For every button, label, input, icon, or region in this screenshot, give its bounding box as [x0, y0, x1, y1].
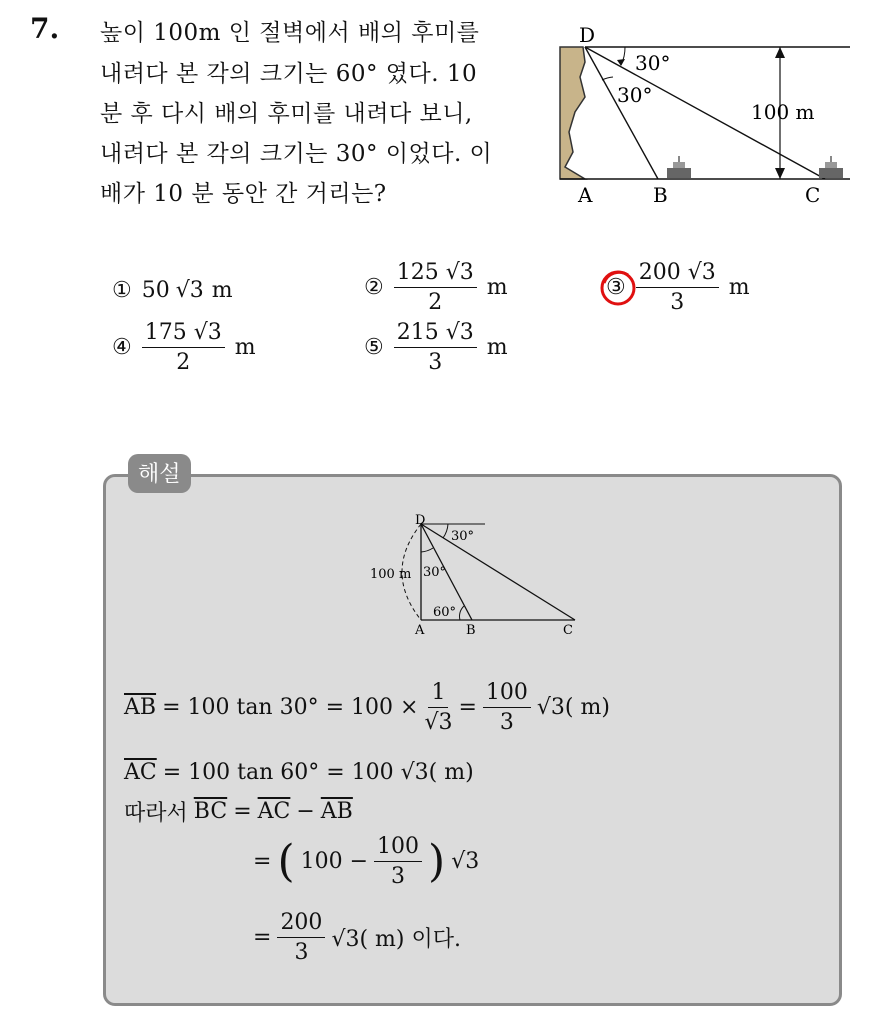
choice-1-coef: 50 [141, 278, 170, 303]
choice-1-radical: √3 [175, 278, 204, 303]
choice-3-coef: 200 [638, 260, 681, 285]
choice-5-denominator: 3 [428, 350, 443, 375]
sol-angle-mid: 30° [423, 565, 447, 580]
fraction-4-den: 3 [294, 940, 309, 965]
fraction-3-num: 100 [374, 834, 422, 862]
segment-ac: $\overline{AC}$ [124, 760, 157, 785]
choice-2-unit: m [486, 275, 508, 300]
left-paren: ( [277, 835, 295, 887]
sol-label-c: C [563, 623, 573, 638]
solution-line-3 [124, 796, 353, 827]
solution-line-1-tail: √3( m) [536, 695, 610, 720]
choice-5-coef: 215 [396, 320, 439, 345]
label-d: D [579, 23, 596, 47]
choice-2-denominator: 2 [428, 290, 443, 315]
question-line-4: 내려다 본 각의 크기는 30° 이었다. 이 [100, 141, 493, 167]
choice-4-denominator: 2 [176, 350, 191, 375]
label-a: A [578, 183, 593, 207]
fraction-3-den: 3 [391, 864, 406, 889]
choice-1-number: ① [112, 278, 132, 303]
fraction-4-num: 200 [277, 910, 325, 938]
question-line-1: 높이 100m 인 절벽에서 배의 후미를 [100, 20, 480, 46]
equals-sign: = [233, 799, 252, 824]
label-b: B [653, 183, 668, 207]
segment-ab-2: $\overline{AB}$ [320, 799, 353, 824]
segment-ac-2: $\overline{AC}$ [257, 799, 291, 824]
choice-4-unit: m [234, 335, 256, 360]
equals-sign: = [253, 925, 272, 950]
choice-2-fraction [394, 260, 477, 315]
solution-figure [365, 512, 595, 642]
choice-4-fraction [142, 320, 225, 375]
equals-sign: = [458, 695, 477, 720]
solution-line-2 [124, 760, 474, 785]
therefore-text: 따라서 [124, 801, 188, 826]
choice-2-radical: √3 [445, 260, 474, 285]
solution-line-4-term: 100 − [300, 849, 369, 874]
segment-bc: $\overline{BC}$ [193, 799, 228, 824]
choice-4[interactable] [112, 320, 256, 375]
choice-4-number: ④ [112, 335, 132, 360]
ship-icon-b [667, 156, 691, 178]
choice-5-unit: m [486, 335, 508, 360]
fraction-2-num: 100 [483, 680, 531, 708]
choice-3-marker [606, 275, 626, 300]
solution-line-5 [253, 910, 461, 965]
choice-3[interactable] [606, 260, 750, 315]
fraction-1-den: √3 [424, 710, 453, 735]
question-line-5: 배가 10 분 동안 간 거리는? [100, 181, 387, 207]
choice-5[interactable] [364, 320, 508, 375]
choice-4-coef: 175 [144, 320, 187, 345]
choice-3-number: ③ [606, 275, 626, 300]
solution-line-5-tail: √3( m) 이다. [331, 927, 461, 952]
segment-ab: $\overline{AB}$ [124, 695, 157, 720]
selected-circle-icon [598, 267, 640, 309]
solution-line-1-text: = 100 tan 30° = 100 × [162, 695, 419, 720]
angle-label-2: 30° [617, 83, 653, 107]
label-c: C [805, 183, 821, 207]
sol-angle-top: 30° [451, 529, 475, 544]
choice-4-radical: √3 [193, 320, 222, 345]
fraction-2-den: 3 [499, 710, 514, 735]
height-label: 100 m [751, 100, 815, 124]
choice-2-coef: 125 [396, 260, 439, 285]
solution-line-1 [124, 680, 610, 735]
question-line-3: 분 후 다시 배의 후미를 내려다 보니, [100, 101, 473, 127]
choice-1-unit: m [211, 278, 233, 303]
solution-line-4 [253, 834, 479, 889]
minus-sign: − [296, 799, 315, 824]
question-line-2: 내려다 본 각의 크기는 60° 였다. 10 [100, 61, 478, 87]
choice-3-denominator: 3 [670, 290, 685, 315]
choice-3-radical: √3 [687, 260, 716, 285]
sol-label-d: D [415, 513, 426, 528]
equals-sign: = [253, 849, 272, 874]
solution-line-4-tail: √3 [451, 849, 480, 874]
right-paren: ) [428, 835, 446, 887]
sol-height-label: 100 m [370, 567, 412, 582]
fraction-1-num: 1 [428, 680, 448, 708]
choice-5-fraction [394, 320, 477, 375]
choice-2-number: ② [364, 275, 384, 300]
choice-2[interactable] [364, 260, 508, 315]
choice-3-fraction [636, 260, 719, 315]
sol-label-a: A [415, 623, 425, 638]
sol-label-b: B [466, 623, 476, 638]
solution-tag: 해설 [128, 454, 191, 493]
ship-icon-c [819, 156, 843, 178]
choice-5-radical: √3 [445, 320, 474, 345]
question-number: 7. [30, 12, 60, 45]
sol-angle-bottom: 60° [433, 605, 457, 620]
choice-5-number: ⑤ [364, 335, 384, 360]
solution-line-2-text: = 100 tan 60° = 100 √3( m) [162, 760, 474, 785]
cliff-figure [555, 22, 855, 212]
choice-1[interactable] [112, 278, 233, 303]
cliff-shape [560, 47, 585, 179]
angle-label-1: 30° [635, 51, 671, 75]
choice-3-unit: m [728, 275, 750, 300]
